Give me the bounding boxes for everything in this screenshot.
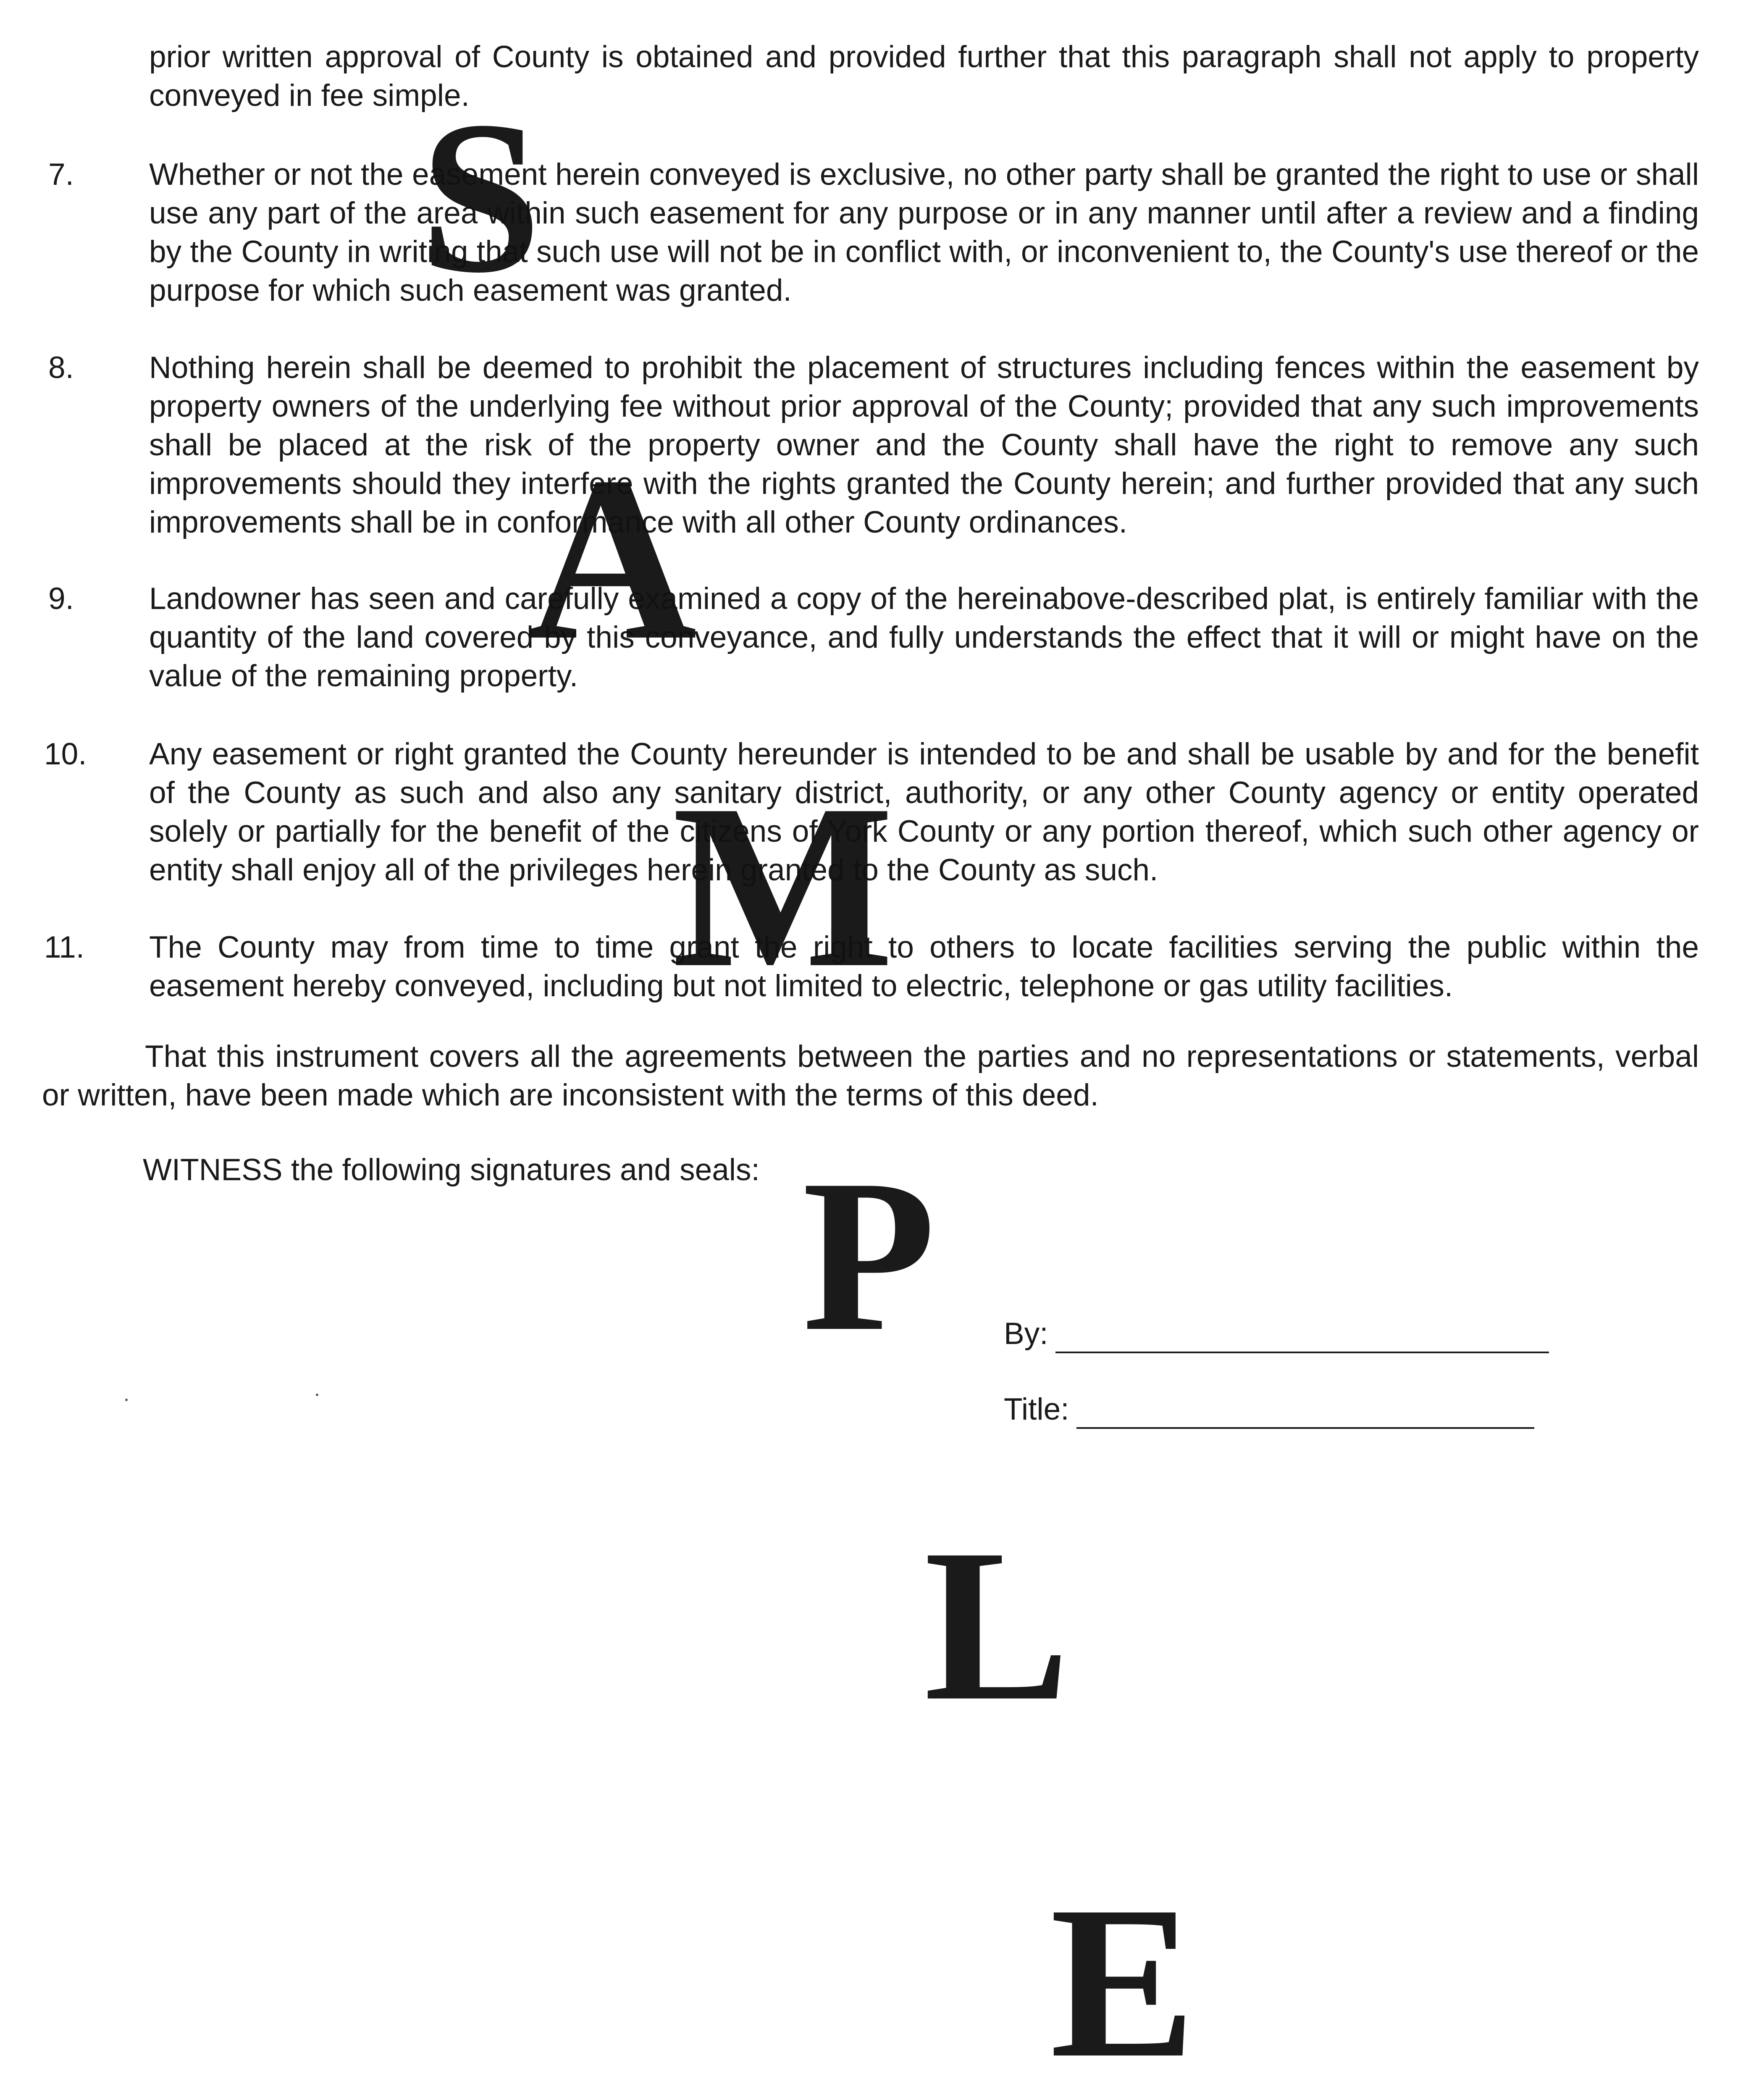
closing-paragraph: That this instrument covers all the agreements between the parties and no representations or statements, verbal or written, have been made which are inconsistent with the terms of this deed.: [42, 1040, 1699, 1112]
scan-speck: [125, 1399, 128, 1401]
watermark-letter-l: L: [924, 1504, 1070, 1746]
item-text: Landowner has seen and carefully examined a copy of the hereinabove-described plat, is entirely familiar with the quantity of the land covered by this conveyance, and fully understands the effect that it will or might have on the value of the remaining property.: [149, 582, 1699, 693]
watermark-letter-e: E: [1050, 1861, 1196, 2100]
item-text: The County may from time to time grant the right to others to locate facilities serving the public within the easement hereby conveyed, including but not limited to electric, telephone or gas utility facilities.: [149, 930, 1699, 1003]
item-number: 9.: [48, 582, 74, 616]
item-text: Any easement or right granted the County hereunder is intended to be and shall be usable by and for the benefit of the County as such and also any sanitary district, authority, or any other County agency or entity operated solely or partially for the benefit of the citizens of York County or any portion thereof, which such other agency or entity shall enjoy all of the privileges herein granted to the County as such.: [149, 737, 1699, 887]
watermark-letter-a: A: [527, 428, 697, 689]
by-signature-rule: [1055, 1326, 1549, 1353]
intro-paragraph: prior written approval of County is obtained and provided further that this paragraph shall not apply to property conveyed in fee simple.: [149, 40, 1699, 113]
title-label: Title:: [1004, 1392, 1069, 1426]
item-number: 7.: [48, 158, 74, 192]
item-number: 10.: [44, 737, 87, 771]
watermark-letter-p: P: [802, 1135, 936, 1376]
item-number: 11.: [44, 930, 85, 964]
signature-title-line: [1004, 1390, 1534, 1429]
watermark-letter-s: S: [420, 76, 542, 318]
watermark-letter-m: M: [672, 756, 894, 1016]
by-label: By:: [1004, 1317, 1048, 1351]
title-signature-rule: [1076, 1402, 1534, 1429]
item-text: Nothing herein shall be deemed to prohibit the placement of structures including fences within the easement by property owners of the underlying fee without prior approval of the County; provided that any such improvements shall be placed at the risk of the property owner and the County shall have the right to remove any such improvements should they interfere with the rights granted the County herein; and further provided that any such improvements shall be in conformance with all other County ordinances.: [149, 351, 1699, 539]
item-text: Whether or not the easement herein conveyed is exclusive, no other party shall be granted the right to use or shall use any part of the area within such easement for any purpose or in any manner until after a review and a finding by the County in writing that such use will not be in conflict with, or inconvenient to, the County's use thereof or the purpose for which such easement was granted.: [149, 158, 1699, 307]
witness-statement: WITNESS the following signatures and seals:: [143, 1153, 760, 1187]
signature-by-line: [1004, 1315, 1549, 1353]
item-number: 8.: [48, 351, 74, 385]
scan-speck: [316, 1394, 318, 1396]
